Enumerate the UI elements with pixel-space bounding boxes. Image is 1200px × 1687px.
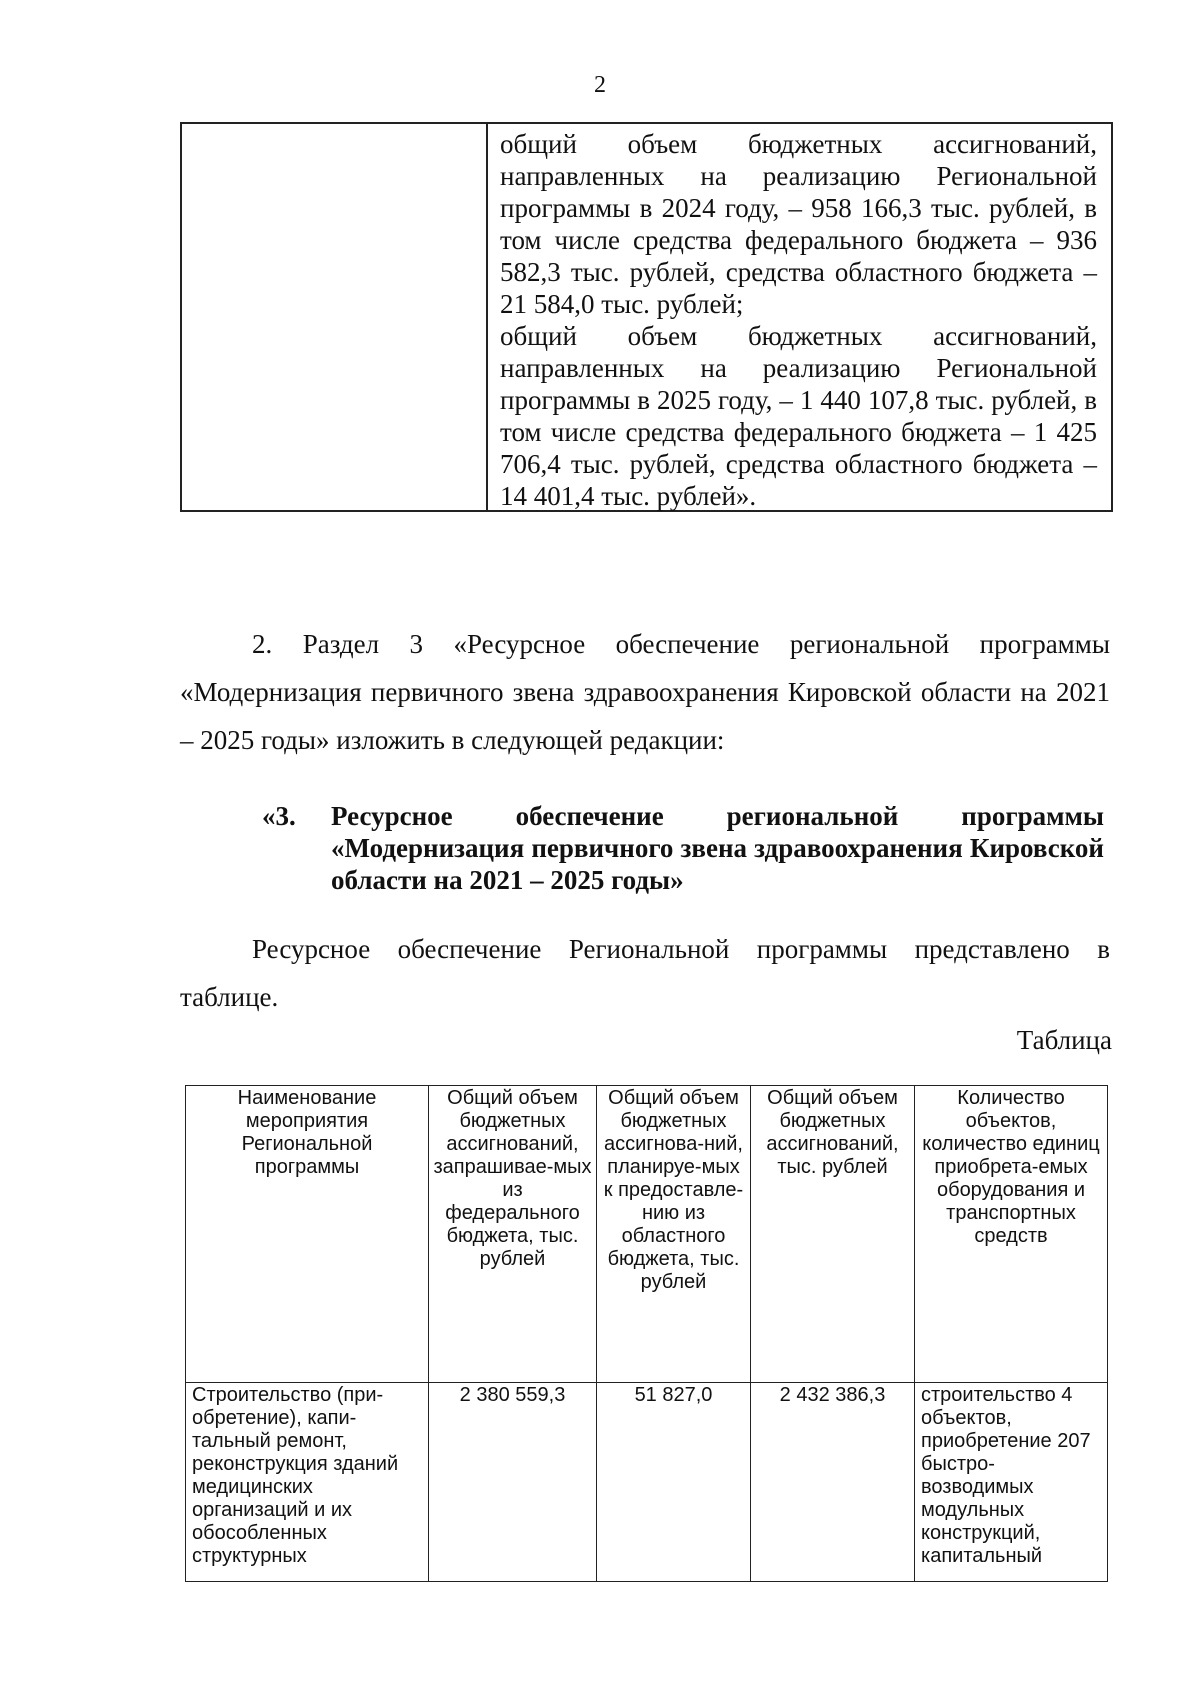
section-heading — [262, 800, 1104, 896]
cell-activity-name: Строительство (при-обретение), капи-тальный ремонт, реконструкция зданий медицинских организаций и их обособленных структурных — [186, 1383, 429, 1582]
funding-2024-paragraph: общий объем бюджетных ассигнований, направленных на реализацию Региональной программы в 2024 году, – 958 166,3 тыс. рублей, в том числе средства федерального бюджета – 936 582,3 тыс. рублей, средства областного бюджета – 21 584,0 тыс. рублей; — [500, 129, 1097, 319]
header-federal-budget: Общий объем бюджетных ассигнований, запрашивае-мых из федерального бюджета, тыс. рублей — [429, 1086, 597, 1383]
cell-object-count: строительство 4 объектов, приобретение 207 быстро-возводимых модульных конструкций, капитальный — [915, 1383, 1108, 1582]
table-header-row — [186, 1086, 1108, 1383]
funding-summary-label-cell — [182, 124, 488, 510]
cell-total-budget: 2 432 386,3 — [751, 1383, 915, 1582]
section-heading-text: Ресурсное обеспечение региональной программы «Модернизация первичного звена здравоохранения Кировской области на 2021 – 2025 годы» — [331, 801, 1104, 895]
intro-paragraph: Ресурсное обеспечение Региональной программы представлено в таблице. — [180, 934, 1110, 1012]
table-row — [186, 1383, 1108, 1582]
header-total-budget: Общий объем бюджетных ассигнований, тыс. рублей — [751, 1086, 915, 1383]
funding-2025-paragraph: общий объем бюджетных ассигнований, направленных на реализацию Региональной программы в 2025 году, – 1 440 107,8 тыс. рублей, в том числе средства федерального бюджета – 1 425 706,4 тыс. рублей, средства областного бюджета – 14 401,4 тыс. рублей». — [500, 321, 1097, 511]
amendment-paragraph: 2. Раздел 3 «Ресурсное обеспечение региональной программы «Модернизация первичного звена здравоохранения Кировской области на 2021 – 2025 годы» изложить в следующей редакции: — [180, 629, 1110, 755]
page-number: 2 — [594, 72, 606, 98]
header-object-count: Количество объектов, количество единиц приобрета-емых оборудования и транспортных средств — [915, 1086, 1108, 1383]
section-heading-number: «3. — [262, 801, 296, 831]
header-regional-budget: Общий объем бюджетных ассигнова-ний, планируе-мых к предоставле-нию из областного бюджета, тыс. рублей — [597, 1086, 751, 1383]
funding-summary-text-cell — [488, 124, 1111, 510]
cell-regional-budget: 51 827,0 — [597, 1383, 751, 1582]
table-caption: Таблица — [1016, 1025, 1112, 1055]
funding-summary-table — [180, 122, 1113, 512]
header-activity-name: Наименование мероприятия Региональной программы — [186, 1086, 429, 1383]
resource-table — [185, 1085, 1108, 1582]
cell-federal-budget: 2 380 559,3 — [429, 1383, 597, 1582]
